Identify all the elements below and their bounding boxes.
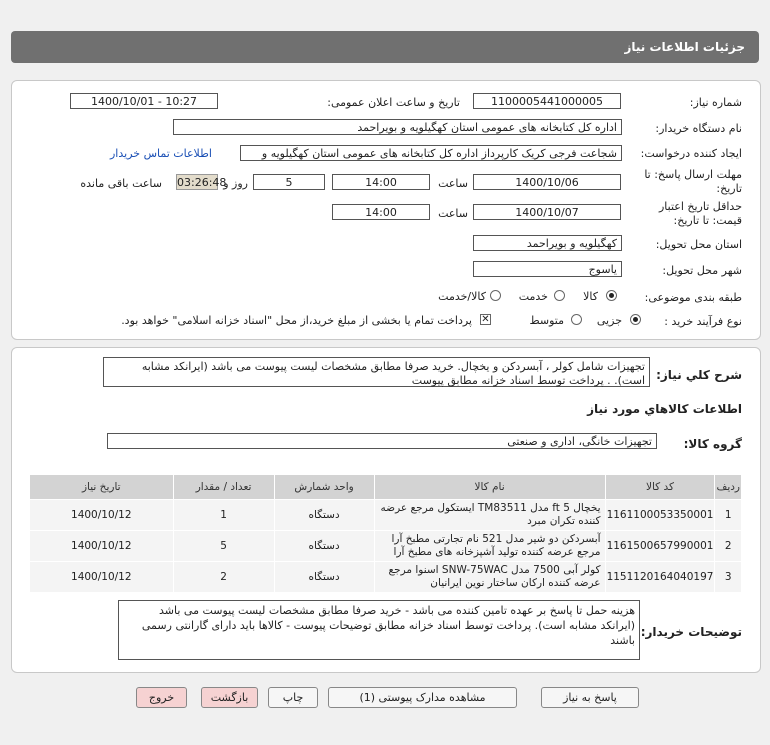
col-name-header: نام کالا — [374, 475, 605, 500]
remaining-label: ساعت باقی مانده — [80, 177, 162, 190]
table-header-row — [30, 475, 742, 500]
cell-row: 1 — [715, 500, 742, 531]
table-row — [30, 562, 742, 593]
validity-date-field: 1400/10/07 — [473, 204, 621, 220]
cell-date: 1400/10/12 — [30, 531, 174, 562]
buyer-notes-label: توضیحات خریدار: — [640, 625, 742, 639]
validity-time-label: ساعت — [438, 207, 468, 220]
cell-qty: 1 — [173, 500, 274, 531]
validity-label-1: حداقل تاریخ اعتبار — [658, 200, 742, 213]
exit-button[interactable]: خروج — [136, 687, 187, 708]
goods-section-title: اطلاعات کالاهاي مورد نياز — [587, 402, 742, 416]
cell-code: 1161500657990001 — [605, 531, 715, 562]
view-attachments-button[interactable]: مشاهده مدارک پیوستی (1) — [328, 687, 517, 708]
category-radio-service[interactable] — [554, 290, 565, 301]
buyer-label: نام دستگاه خریدار: — [655, 122, 742, 135]
days-field: 5 — [253, 174, 325, 190]
creator-label: ایجاد کننده درخواست: — [640, 147, 742, 160]
deadline-label-1: مهلت ارسال پاسخ: تا — [644, 168, 742, 181]
table-row — [30, 531, 742, 562]
description-label: شرح کلي نياز: — [656, 368, 742, 382]
col-code-header: کد کالا — [605, 475, 715, 500]
treasury-payment-checkbox[interactable]: ✕ — [481, 314, 490, 325]
cell-code: 1151120164040197 — [605, 562, 715, 593]
col-date-header: تاریخ نیاز — [30, 475, 174, 500]
process-label: نوع فرآیند خرید : — [664, 315, 742, 328]
cell-unit: دستگاه — [274, 562, 374, 593]
cell-name: یخچال 5 ft مدل TM83511 ایستکول مرجع عرضه کننده تکران مبرد — [374, 500, 605, 531]
description-field: تجهیزات شامل کولر ، آبسردکن و یخچال. خرید صرفا مطابق مشخصات لیست پیوست می باشد (ایرانکد مشابه است). . پرداخت توسط اسناد خزانه مطابق پیوست — [103, 357, 650, 387]
announce-label: تاریخ و ساعت اعلان عمومی: — [327, 96, 460, 109]
deadline-label-2: تاریخ: — [716, 182, 742, 195]
cell-qty: 5 — [173, 531, 274, 562]
remaining-time-field: 03:26:48 — [177, 176, 227, 189]
announce-field: 1400/10/01 - 10:27 — [70, 93, 218, 109]
print-button[interactable]: چاپ — [268, 687, 318, 708]
cell-qty: 2 — [173, 562, 274, 593]
city-label: شهر محل تحویل: — [662, 264, 742, 277]
goods-group-label: گروه کالا: — [683, 437, 742, 451]
page-header — [11, 31, 759, 63]
category-goods-label: کالا — [583, 290, 598, 303]
goods-group-field: تجهیزات خانگی، اداری و صنعتی — [107, 433, 657, 449]
process-radio-medium[interactable] — [571, 314, 582, 325]
buyer-field: اداره کل کتابخانه های عمومی استان کهگیلویه و بویراحمد — [173, 119, 622, 135]
category-label: طبقه بندی موضوعی: — [644, 291, 742, 304]
province-label: استان محل تحویل: — [655, 238, 742, 251]
table-row — [30, 500, 742, 531]
reply-button[interactable]: پاسخ به نیاز — [541, 687, 639, 708]
page-title: جزئیات اطلاعات نیاز — [624, 40, 745, 54]
validity-label-2: قیمت: تا تاریخ: — [673, 214, 742, 227]
deadline-time-label: ساعت — [438, 177, 468, 190]
contact-info-link[interactable]: اطلاعات تماس خریدار — [110, 147, 212, 160]
category-goods-service-label: کالا/خدمت — [438, 290, 486, 303]
city-field: یاسوج — [473, 261, 622, 277]
back-button[interactable]: بازگشت — [201, 687, 258, 708]
creator-field: شجاعت فرجی کریک کارپرداز اداره کل کتابخانه های عمومی استان کهگیلویه و — [240, 145, 622, 161]
col-unit-header: واحد شمارش — [274, 475, 374, 500]
col-qty-header: تعداد / مقدار — [173, 475, 274, 500]
cell-row: 3 — [715, 562, 742, 593]
cell-date: 1400/10/12 — [30, 562, 174, 593]
days-label: روز و — [223, 177, 248, 190]
cell-row: 2 — [715, 531, 742, 562]
treasury-payment-note: پرداخت تمام یا بخشی از مبلغ خرید،از محل "اسناد خزانه اسلامی" خواهد بود. — [121, 314, 472, 327]
category-service-label: خدمت — [518, 290, 548, 303]
need-number-field: 1100005441000005 — [473, 93, 621, 109]
buyer-notes-field: هزینه حمل تا پاسخ بر عهده تامین کننده می باشد - خرید صرفا مطابق مشخصات لیست پیوست می باشد (ایرانکد مشابه است). پرداخت توسط اسناد خزانه مطابق توضیحات پیوست - کالاها باید دارای گارانتی رسمی باشند — [118, 600, 640, 660]
cell-unit: دستگاه — [274, 531, 374, 562]
cell-code: 1161100053350001 — [605, 500, 715, 531]
process-medium-label: متوسط — [529, 314, 564, 327]
validity-time-field: 14:00 — [332, 204, 430, 220]
need-number-label: شماره نیاز: — [689, 96, 742, 109]
deadline-time-field: 14:00 — [332, 174, 430, 190]
col-row-header: ردیف — [715, 475, 742, 500]
cell-name: آبسردکن دو شیر مدل 521 نام تجارتی مطبخ آرا مرجع عرضه کننده تولید آشپزخانه های مطبخ آرا — [374, 531, 605, 562]
category-radio-goods-service[interactable] — [490, 290, 501, 301]
cell-date: 1400/10/12 — [30, 500, 174, 531]
cell-name: کولر آبی 7500 مدل SNW-75WAC اسنوا مرجع عرضه کننده ارکان ساختار نوین ایرانیان — [374, 562, 605, 593]
province-field: کهگیلویه و بویراحمد — [473, 235, 622, 251]
category-radio-goods[interactable] — [606, 290, 617, 301]
cell-unit: دستگاه — [274, 500, 374, 531]
process-radio-minor[interactable] — [630, 314, 641, 325]
goods-table — [29, 474, 742, 593]
deadline-date-field: 1400/10/06 — [473, 174, 621, 190]
process-minor-label: جزیی — [596, 314, 622, 327]
